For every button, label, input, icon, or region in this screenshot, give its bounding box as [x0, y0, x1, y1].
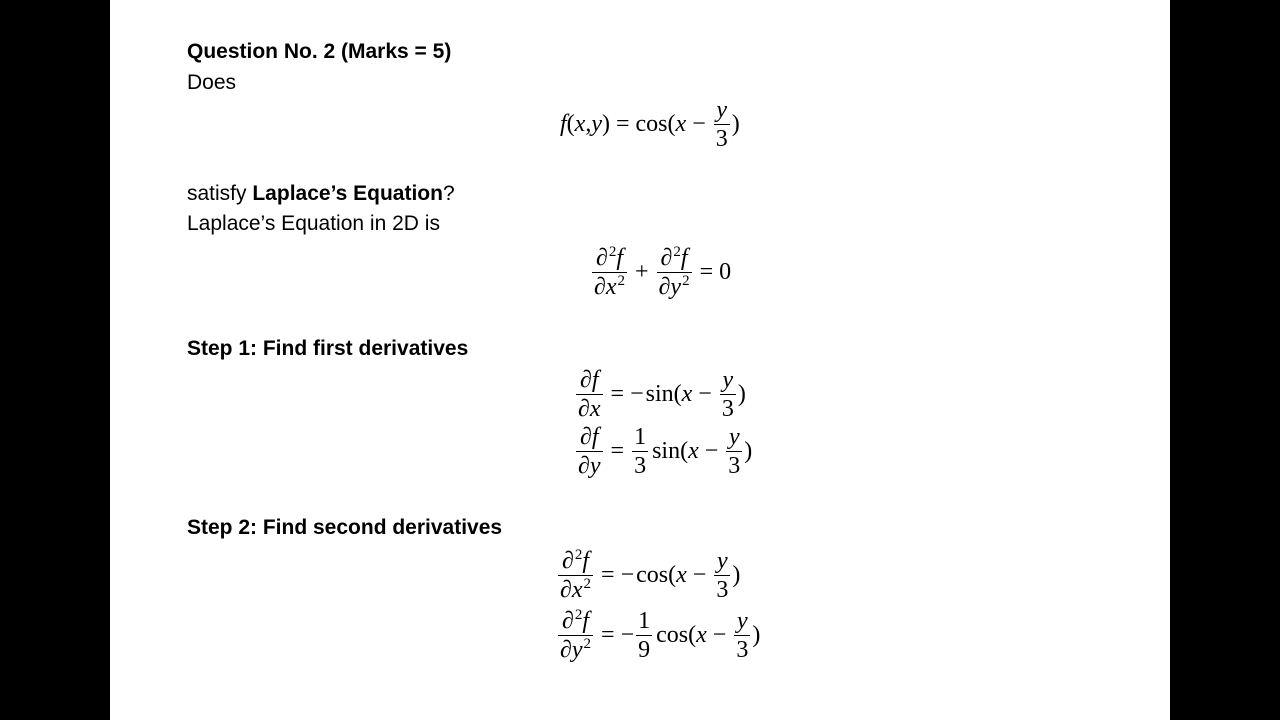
math-lparen: (: [667, 111, 676, 137]
first-derivative-x: $\frac{\partial f}{\partial x}$ = − sin ( x − $\frac{y}{3}$ ): [578, 366, 746, 422]
first-derivative-y: $\frac{\partial f}{\partial y}$ = $\frac{1}{3}$ sin ( x − $\frac{y}{3}$ ): [578, 423, 753, 479]
satisfy-line: [187, 183, 455, 204]
math-f: f: [560, 111, 567, 137]
fraction-y-over-3: $\frac{y}{3}$: [721, 366, 734, 422]
laplace-2d-intro: Laplace’s Equation in 2D is: [187, 212, 440, 235]
math-rparen: ): [731, 111, 740, 137]
math-lparen: (: [566, 111, 575, 137]
math-y: y: [716, 96, 728, 123]
fraction-y-over-3: $\frac{y}{3}$: [736, 607, 749, 663]
fraction-df-dy: $\frac{\partial f}{\partial y}$: [578, 423, 601, 479]
math-comma: ,: [585, 111, 592, 137]
math-zero: 0: [719, 259, 732, 285]
question-title: Question No. 2 (Marks = 5): [187, 40, 452, 63]
fraction-1-over-9: $\frac{1}{9}$: [638, 607, 651, 663]
laplace-bold: Laplace’s Equation: [252, 182, 443, 205]
math-plus: +: [635, 259, 649, 285]
step1-heading: Step 1: Find first derivatives: [187, 337, 469, 360]
fraction-y-over-3: $\frac{y}{3}$: [716, 547, 729, 603]
does-text: Does: [187, 71, 237, 94]
fraction-d2f-dy2: $\frac{\partial^2f}{\partial y^2}$: [560, 606, 592, 663]
step2-heading: Step 2: Find second derivatives: [187, 516, 503, 539]
math-three: 3: [715, 125, 728, 152]
second-derivative-x: $\frac{\partial^2f}{\partial x^2}$ = − cos ( x − $\frac{y}{3}$ ): [560, 546, 741, 603]
document-page: [110, 0, 1170, 720]
math-rparen: ): [601, 111, 610, 137]
fraction-d2f-dy2: $\frac{\partial^2f}{\partial y^2}$: [658, 243, 690, 300]
fraction-y-over-3: $\frac{y}{3}$: [728, 423, 741, 479]
math-x: x: [574, 111, 586, 137]
satisfy-suffix: ?: [442, 182, 455, 205]
fraction-d2f-dx2: $\frac{\partial^2f}{\partial x^2}$: [560, 546, 592, 603]
fraction-1-over-3: $\frac{1}{3}$: [634, 423, 647, 479]
fraction-df-dx: $\frac{\partial f}{\partial x}$: [578, 366, 601, 422]
laplace-equation: [590, 240, 731, 304]
second-derivative-y: $\frac{\partial^2f}{\partial y^2}$ = − $\frac{1}{9}$ cos ( x − $\frac{y}{3}$ ): [560, 606, 761, 663]
satisfy-prefix: satisfy: [187, 182, 253, 205]
fraction-y-over-3: [714, 98, 730, 151]
fraction-d2f-dx2: $\frac{\partial^2f}{\partial x^2}$: [594, 243, 626, 300]
function-equation: [560, 96, 740, 152]
math-x: x: [675, 111, 687, 137]
math-minus: −: [692, 111, 706, 137]
math-eq: =: [615, 111, 630, 137]
math-y: y: [591, 111, 602, 137]
math-cos: cos: [635, 111, 668, 137]
math-eq: =: [699, 259, 714, 285]
